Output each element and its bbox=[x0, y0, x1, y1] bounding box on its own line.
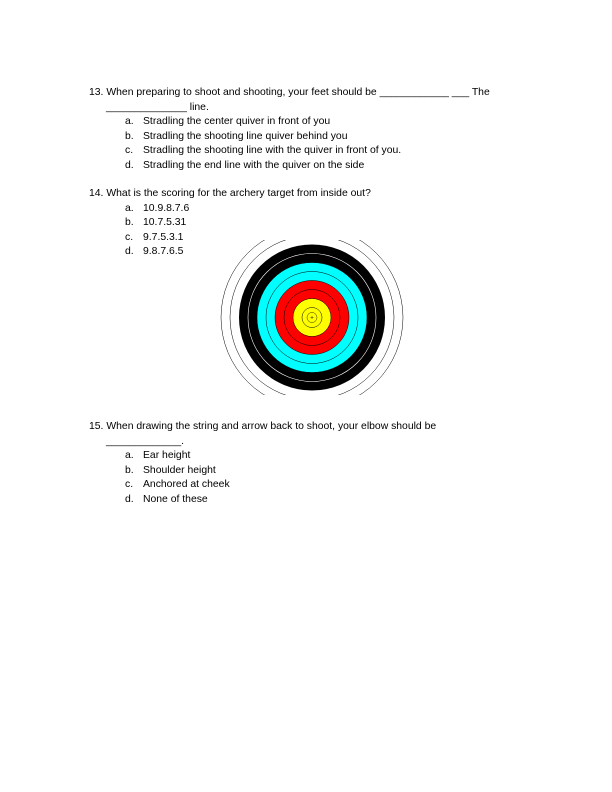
option-letter: d. bbox=[125, 159, 134, 171]
option-letter: a. bbox=[125, 202, 134, 214]
option-text: 10.7.5.31 bbox=[143, 217, 187, 229]
option-letter: b. bbox=[125, 464, 134, 476]
option-text: Stradling the shooting line quiver behind you bbox=[143, 130, 348, 142]
option-letter: d. bbox=[125, 493, 134, 505]
option-text: 10.9.8.7.6 bbox=[143, 202, 190, 214]
option-text: Stradling the end line with the quiver on the side bbox=[143, 159, 365, 171]
option-letter: c. bbox=[125, 231, 134, 243]
answer-option bbox=[89, 115, 529, 130]
option-letter: b. bbox=[125, 130, 134, 142]
question-13-stem-continued: ______________ line. bbox=[106, 101, 209, 113]
answer-option bbox=[89, 159, 529, 174]
answer-option bbox=[89, 144, 529, 159]
question-text: When preparing to shoot and shooting, your feet should be ____________ ___ The bbox=[106, 87, 490, 98]
option-text: None of these bbox=[143, 493, 208, 505]
answer-option bbox=[89, 464, 529, 479]
option-letter: b. bbox=[125, 217, 134, 229]
question-15 bbox=[89, 420, 529, 508]
option-text: Shoulder height bbox=[143, 464, 216, 476]
option-text: Stradling the center quiver in front of you bbox=[143, 116, 331, 128]
option-text: Ear height bbox=[143, 450, 191, 462]
question-text: When drawing the string and arrow back to shoot, your elbow should be bbox=[106, 421, 437, 432]
option-letter: a. bbox=[125, 450, 134, 462]
option-text: Stradling the shooting line with the quiver in front of you. bbox=[143, 145, 402, 157]
answer-options bbox=[89, 449, 529, 507]
question-13-stem bbox=[89, 86, 529, 101]
question-number: 15. bbox=[89, 421, 104, 432]
answer-option bbox=[89, 478, 529, 493]
question-14-stem bbox=[89, 187, 529, 202]
answer-options bbox=[89, 115, 529, 173]
answer-option bbox=[89, 130, 529, 145]
question-number: 14. bbox=[89, 188, 104, 199]
answer-option bbox=[89, 493, 529, 508]
question-13 bbox=[89, 86, 529, 174]
option-text: Anchored at cheek bbox=[143, 479, 230, 491]
archery-target-icon bbox=[220, 240, 404, 395]
option-letter: c. bbox=[125, 479, 134, 491]
answer-option bbox=[89, 202, 529, 217]
option-letter: c. bbox=[125, 145, 134, 157]
option-text: 9.7.5.3.1 bbox=[143, 231, 184, 243]
question-15-stem bbox=[89, 420, 529, 435]
question-number: 13. bbox=[89, 87, 104, 98]
answer-option bbox=[89, 449, 529, 464]
answer-option bbox=[89, 216, 529, 231]
option-letter: d. bbox=[125, 246, 134, 258]
question-15-stem-continued: _____________. bbox=[106, 435, 185, 447]
question-text: What is the scoring for the archery target from inside out? bbox=[106, 188, 371, 199]
option-letter: a. bbox=[125, 116, 134, 128]
option-text: 9.8.7.6.5 bbox=[143, 246, 184, 258]
